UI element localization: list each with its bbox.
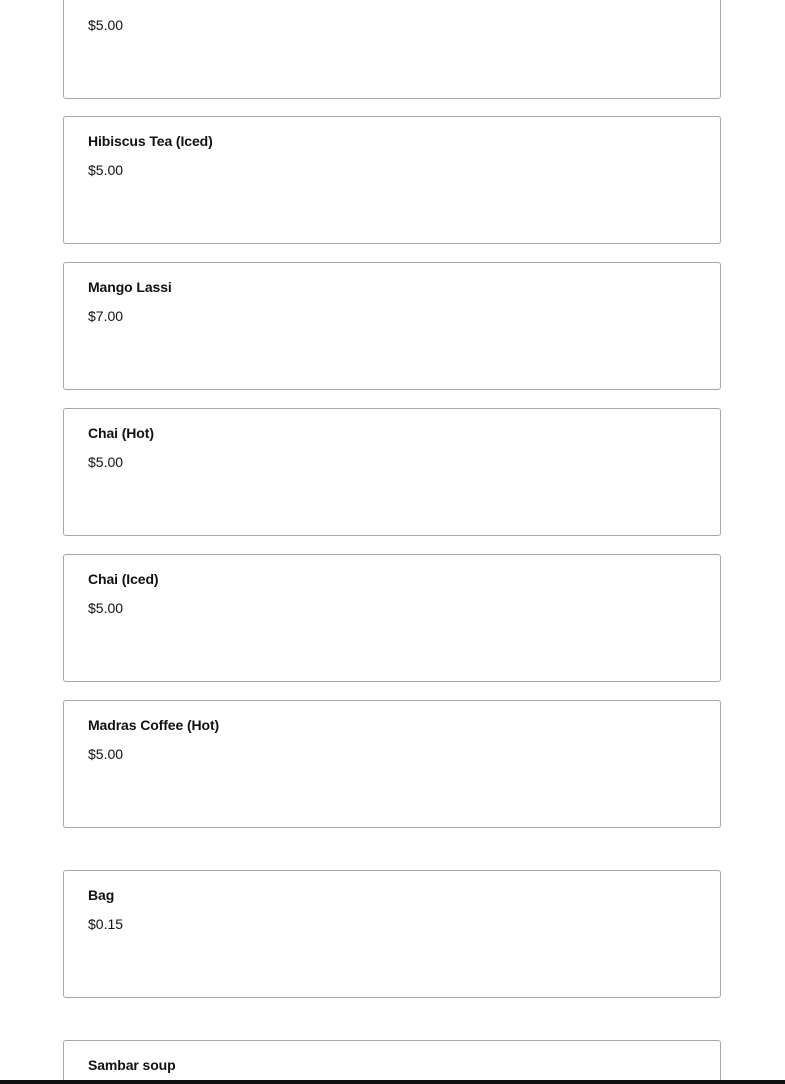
menu-item-card[interactable] (63, 262, 721, 390)
item-name: Mango Lassi (88, 279, 172, 295)
item-name: Madras Coffee (Hot) (88, 717, 220, 733)
item-name: Chai (Hot) (88, 425, 154, 441)
item-price: $5.00 (88, 454, 124, 470)
menu-item-card[interactable] (63, 870, 721, 998)
menu-item-card[interactable] (63, 116, 721, 244)
menu-item-card[interactable] (63, 1040, 721, 1084)
menu-item-card[interactable] (63, 700, 721, 828)
item-name: Hibiscus Tea (Iced) (88, 133, 213, 149)
item-price: $7.00 (88, 308, 124, 324)
item-price: $5.00 (88, 746, 124, 762)
item-price: $5.00 (88, 600, 124, 616)
item-price: $5.00 (88, 17, 124, 33)
bottom-bar (0, 1080, 785, 1084)
item-name: Bag (88, 887, 115, 903)
item-price: $5.00 (88, 162, 124, 178)
item-price: $0.15 (88, 916, 124, 932)
menu-item-card[interactable] (63, 0, 721, 99)
item-name: Sambar soup (88, 1057, 176, 1073)
menu-item-card[interactable] (63, 408, 721, 536)
menu-item-card[interactable] (63, 554, 721, 682)
item-name: Chai (Iced) (88, 571, 159, 587)
